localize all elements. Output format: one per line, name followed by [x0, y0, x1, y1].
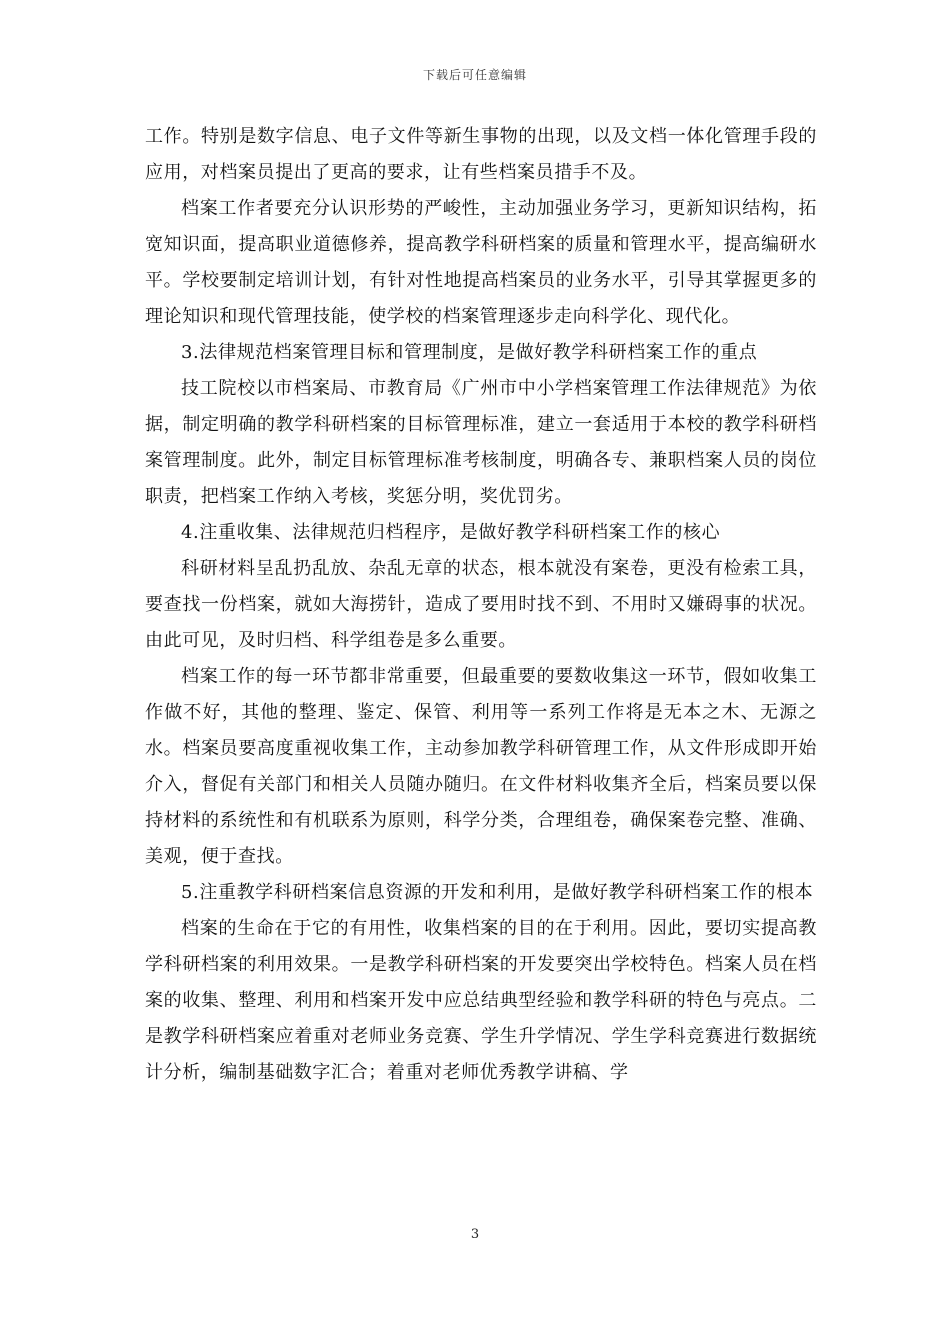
- page-header: 下载后可任意编辑: [422, 68, 527, 82]
- paragraph: 档案的生命在于它的有用性，收集档案的目的在于利用。因此，要切实提高教学科研档案的利用效果。一是教学科研档案的开发要突出学校特色。档案人员在档案的收集、整理、利用和档案开发中应总结典型经验和教学科研的特色与亮点。二是教学科研档案应着重对老师业务竞赛、学生升学情况、学生学科竞赛进行数据统计分析，编制基础数字汇合；着重对老师优秀教学讲稿、学: [145, 918, 817, 1083]
- paragraph: 技工院校以市档案局、市教育局《广州市中小学档案管理工作法律规范》为依据，制定明确的教学科研档案的目标管理标准，建立一套适用于本校的教学科研档案管理制度。此外，制定目标管理标准考核制度，明确各专、兼职档案人员的岗位职责，把档案工作纳入考核，奖惩分明，奖优罚劣。: [145, 378, 817, 507]
- section-heading-3: 3.法律规范档案管理目标和管理制度，是做好教学科研档案工作的重点: [181, 342, 758, 363]
- paragraph: 档案工作的每一环节都非常重要，但最重要的要数收集这一环节，假如收集工作做不好，其他的整理、鉴定、保管、利用等一系列工作将是无本之木、无源之水。档案员要高度重视收集工作，主动参加教学科研管理工作，从文件形成即开始介入，督促有关部门和相关人员随办随归。在文件材料收集齐全后，档案员要以保持材料的系统性和有机联系为原则，科学分类，合理组卷，确保案卷完整、准确、美观，便于查找。: [145, 666, 817, 867]
- paragraph-continuation: 工作。特别是数字信息、电子文件等新生事物的出现，以及文档一体化管理手段的应用，对档案员提出了更高的要求，让有些档案员措手不及。: [145, 126, 817, 183]
- page-number: 3: [470, 1227, 480, 1242]
- paragraph: 档案工作者要充分认识形势的严峻性，主动加强业务学习，更新知识结构，拓宽知识面，提高职业道德修养，提高教学科研档案的质量和管理水平，提高编研水平。学校要制定培训计划，有针对性地提高档案员的业务水平，引导其掌握更多的理论知识和现代管理技能，使学校的档案管理逐步走向科学化、现代化。: [145, 198, 817, 327]
- section-heading-5: 5.注重教学科研档案信息资源的开发和利用，是做好教学科研档案工作的根本: [181, 882, 814, 903]
- paragraph: 科研材料呈乱扔乱放、杂乱无章的状态，根本就没有案卷，更没有检索工具，要查找一份档案，就如大海捞针，造成了要用时找不到、不用时又嫌碍事的状况。由此可见，及时归档、科学组卷是多么重要。: [145, 558, 817, 651]
- section-heading-4: 4.注重收集、法律规范归档程序，是做好教学科研档案工作的核心: [181, 522, 721, 543]
- document-body: [145, 119, 817, 1091]
